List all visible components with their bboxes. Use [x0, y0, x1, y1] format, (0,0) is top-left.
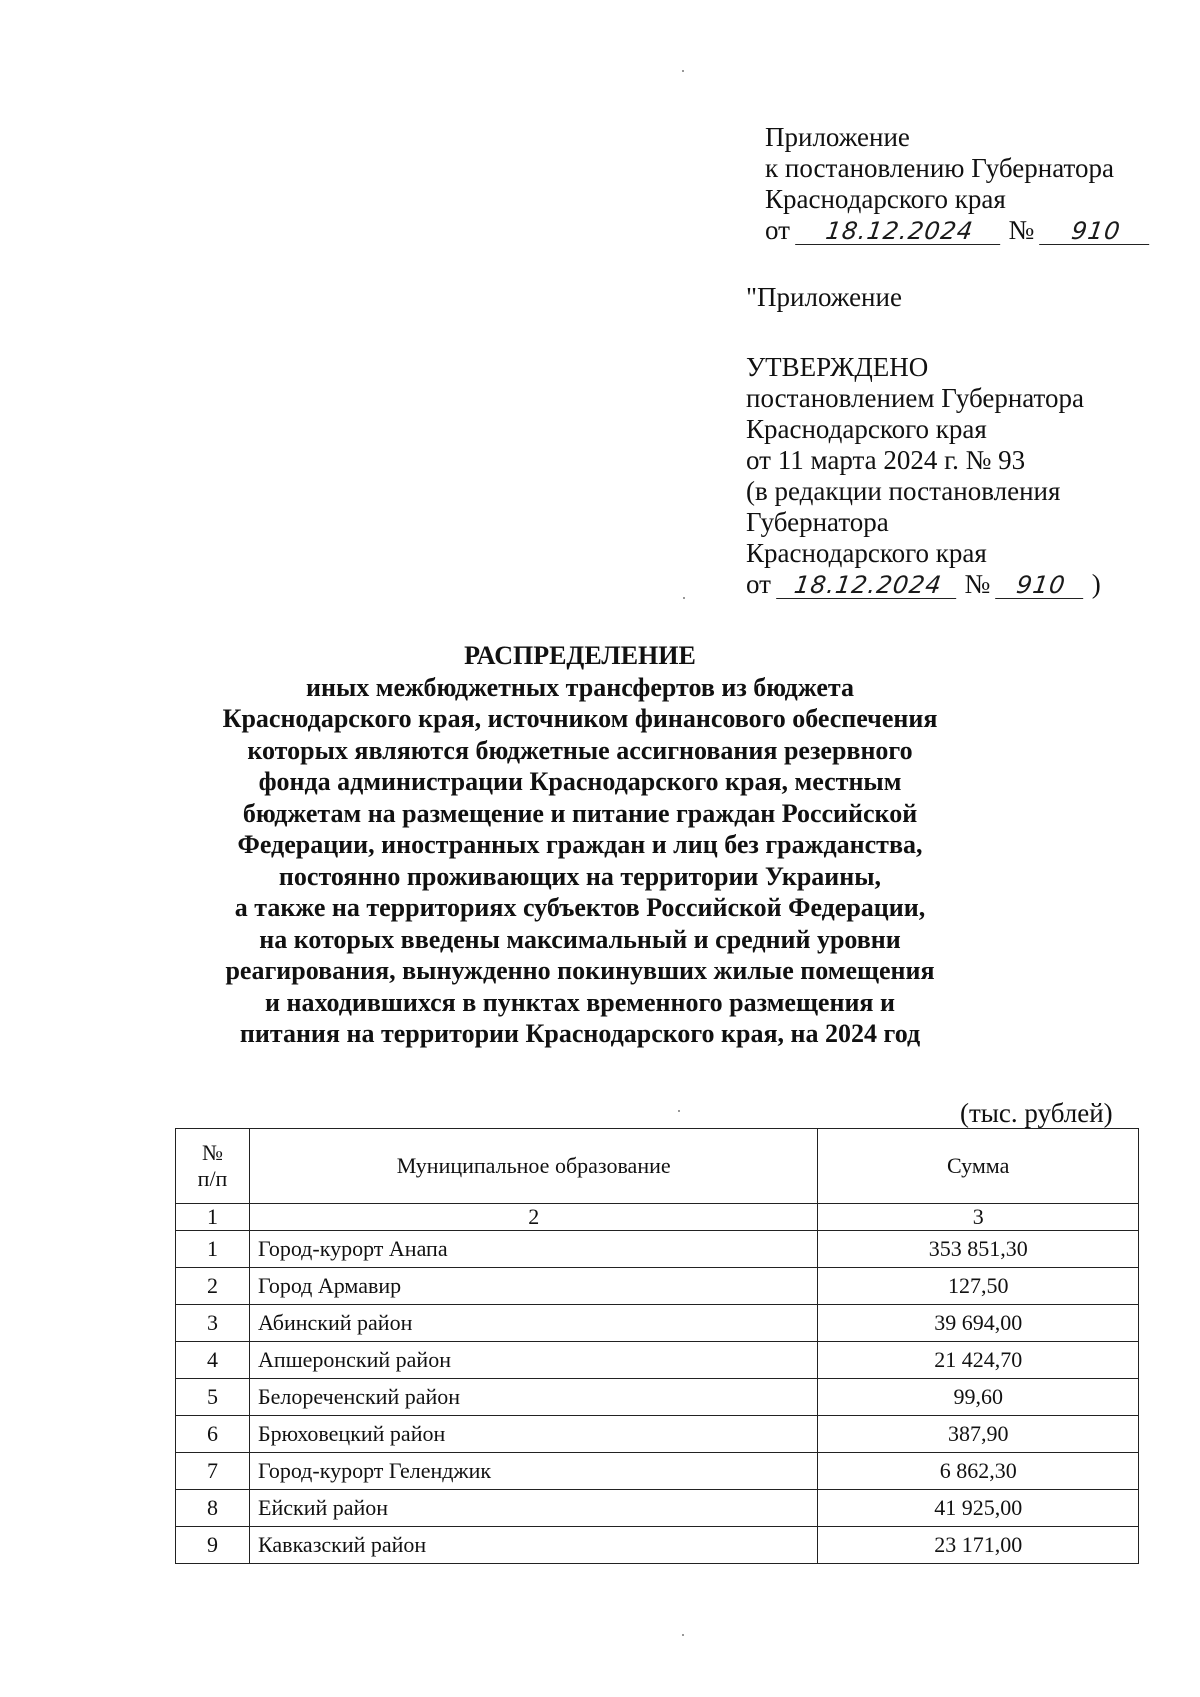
- row-name: Кавказский район: [250, 1527, 818, 1564]
- heading-line: иных межбюджетных трансфертов из бюджета: [306, 672, 854, 702]
- heading-line: Краснодарского края, источником финансового обеспечения: [222, 704, 938, 733]
- scan-speck: [683, 597, 685, 599]
- approved-line-5: (в редакции постановления: [746, 476, 1061, 506]
- appendix-line-3: Краснодарского края: [765, 184, 1006, 214]
- row-name: Город Армавир: [250, 1268, 818, 1305]
- heading-line: которых являются бюджетные ассигнования резервного: [247, 735, 913, 765]
- table-row: [176, 1416, 1139, 1453]
- appendix-title: Приложение: [765, 122, 910, 152]
- header-num: [176, 1129, 250, 1204]
- row-name: Белореченский район: [250, 1379, 818, 1416]
- row-sum: 99,60: [818, 1379, 1139, 1416]
- heading-line: фонда администрации Краснодарского края, местным: [258, 767, 902, 796]
- table-row: [176, 1231, 1139, 1268]
- approved-line-3: Краснодарского края: [746, 414, 987, 444]
- approved-from-word: от: [746, 569, 771, 599]
- row-name: Город-курорт Анапа: [250, 1231, 818, 1268]
- heading-line: бюджетам на размещение и питание граждан Российской: [242, 798, 918, 828]
- appendix-from-word: от: [765, 215, 790, 245]
- units-label: (тыс. рублей): [960, 1098, 1113, 1128]
- heading-line: а также на территориях субъектов Российской Федерации,: [234, 893, 926, 922]
- table-row: [176, 1490, 1139, 1527]
- scan-speck: [682, 70, 684, 72]
- appendix-block: [765, 122, 1151, 246]
- heading-line: постоянно проживающих на территории Украины,: [278, 861, 882, 891]
- column-number: 3: [818, 1204, 1139, 1231]
- approved-date-line: [746, 569, 1101, 600]
- row-name: Брюховецкий район: [250, 1416, 818, 1453]
- approved-date-handwritten: 18.12.2024: [776, 572, 960, 599]
- row-sum: 387,90: [818, 1416, 1139, 1453]
- row-name: Абинский район: [250, 1305, 818, 1342]
- row-num: 5: [176, 1379, 250, 1416]
- heading-line: питания на территории Краснодарского края, на 2024 год: [239, 1019, 921, 1048]
- header-municipality: Муниципальное образование: [250, 1129, 818, 1204]
- heading-title: РАСПРЕДЕЛЕНИЕ: [464, 641, 696, 670]
- distribution-table: [175, 1128, 1139, 1564]
- table-row: [176, 1342, 1139, 1379]
- header-num-line-1: №: [202, 1140, 224, 1165]
- row-sum: 39 694,00: [818, 1305, 1139, 1342]
- row-sum: 23 171,00: [818, 1527, 1139, 1564]
- appendix-date-line: [765, 215, 1151, 246]
- table-row: [176, 1268, 1139, 1305]
- approved-line-6: Губернатора: [746, 507, 889, 537]
- row-num: 7: [176, 1453, 250, 1490]
- approved-line-2: постановлением Губернатора: [746, 383, 1084, 413]
- table-row: [176, 1453, 1139, 1490]
- scan-speck: [678, 1110, 680, 1112]
- row-num: 8: [176, 1490, 250, 1527]
- row-num: 6: [176, 1416, 250, 1453]
- table-header-row: [176, 1129, 1139, 1204]
- appendix-date-handwritten: 18.12.2024: [795, 218, 1004, 245]
- row-sum: 6 862,30: [818, 1453, 1139, 1490]
- row-sum: 41 925,00: [818, 1490, 1139, 1527]
- table-column-number-row: [176, 1204, 1139, 1231]
- row-num: 9: [176, 1527, 250, 1564]
- document-heading: [180, 640, 980, 1050]
- row-sum: 127,50: [818, 1268, 1139, 1305]
- approved-number-sign: №: [964, 569, 991, 599]
- row-name: Ейский район: [250, 1490, 818, 1527]
- row-num: 4: [176, 1342, 250, 1379]
- heading-line: реагирования, вынужденно покинувших жилые помещения: [225, 956, 935, 985]
- row-num: 3: [176, 1305, 250, 1342]
- header-sum: Сумма: [818, 1129, 1139, 1204]
- heading-line: Федерации, иностранных граждан и лиц без гражданства,: [237, 830, 923, 859]
- scan-speck: [682, 1634, 684, 1636]
- table-row: [176, 1527, 1139, 1564]
- approved-line-7: Краснодарского края: [746, 538, 987, 568]
- row-num: 2: [176, 1268, 250, 1305]
- table-row: [176, 1305, 1139, 1342]
- approved-closing-paren: ): [1091, 569, 1101, 599]
- appendix-number-handwritten: 910: [1039, 218, 1153, 245]
- row-name: Апшеронский район: [250, 1342, 818, 1379]
- row-name: Город-курорт Геленджик: [250, 1453, 818, 1490]
- quoted-appendix: [746, 282, 902, 313]
- row-sum: 21 424,70: [818, 1342, 1139, 1379]
- row-num: 1: [176, 1231, 250, 1268]
- approved-title: УТВЕРЖДЕНО: [746, 352, 929, 382]
- appendix-number-sign: №: [1008, 215, 1035, 245]
- approved-number-handwritten: 910: [995, 572, 1087, 599]
- appendix-line-2: к постановлению Губернатора: [765, 153, 1114, 183]
- heading-line: и находившихся в пунктах временного размещения и: [265, 987, 895, 1017]
- heading-line: на которых введены максимальный и средний уровни: [259, 924, 901, 954]
- approved-block: [746, 352, 1101, 600]
- column-number: 1: [176, 1204, 250, 1231]
- header-num-line-2: п/п: [197, 1166, 228, 1191]
- table-row: [176, 1379, 1139, 1416]
- row-sum: 353 851,30: [818, 1231, 1139, 1268]
- quoted-appendix-text: "Приложение: [746, 282, 902, 312]
- approved-line-4: от 11 марта 2024 г. № 93: [746, 445, 1026, 475]
- column-number: 2: [250, 1204, 818, 1231]
